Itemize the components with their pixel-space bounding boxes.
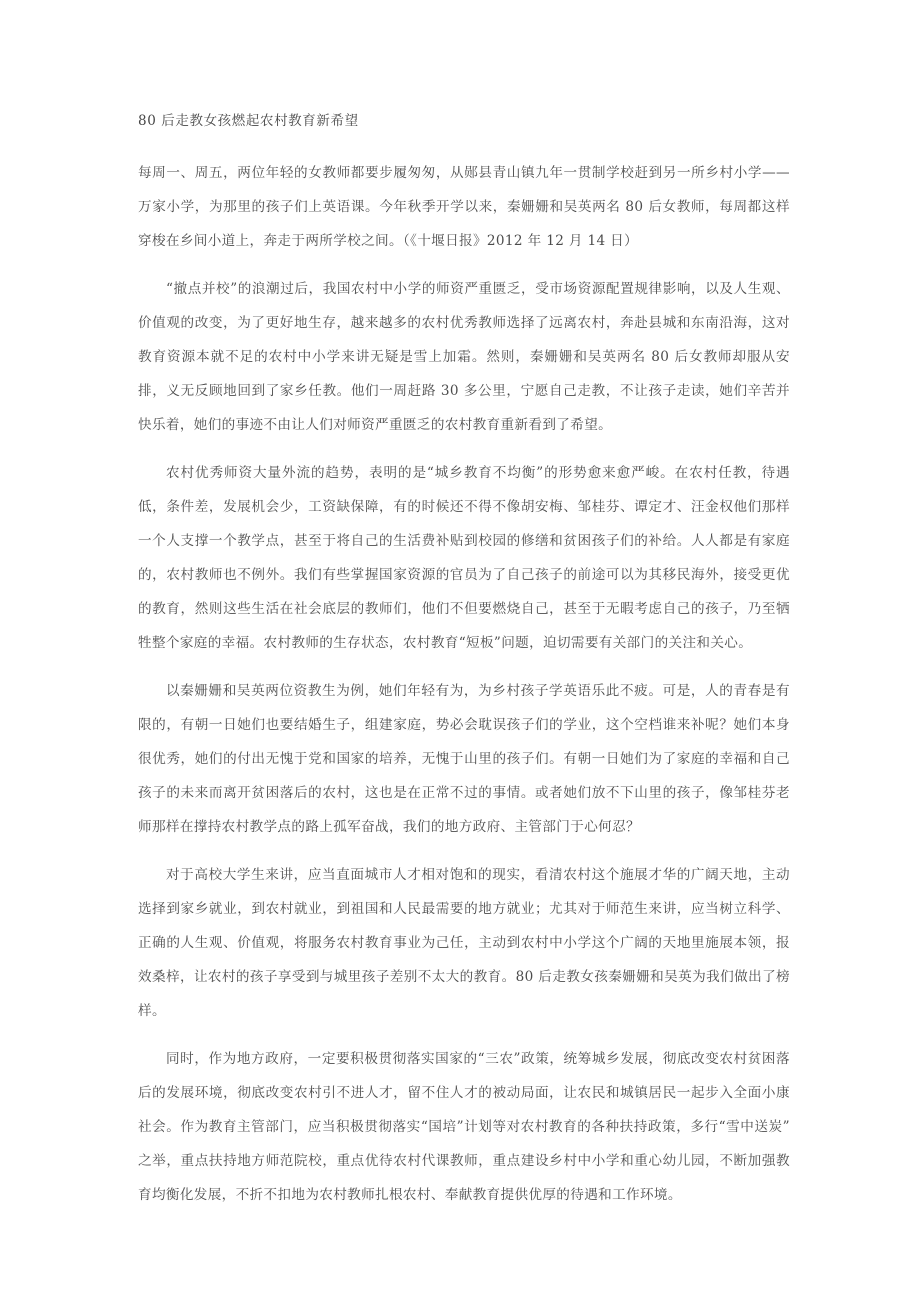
document-body xyxy=(138,106,790,1212)
body-paragraph-1: “撤点并校”的浪潮过后，我国农村中小学的师资严重匮乏，受市场资源配置规律影响，以及人生观、价值观的改变，为了更好地生存，越来越多的农村优秀教师选择了远离农村，奔赴县城和东南沿海，这对教育资源本就不足的农村中小学来讲无疑是雪上加霜。然则，秦姗姗和吴英两名 80 后女教师却服从安排，义无反顾地回到了家乡任教。他们一周赶路 30 多公里，宁愿自己走教，不让孩子走读，她们辛苦并快乐着，她们的事迹不由让人们对师资严重匮乏的农村教育重新看到了希望。 xyxy=(138,281,790,433)
body-paragraph-3: 以秦姗姗和吴英两位资教生为例，她们年轻有为，为乡村孩子学英语乐此不疲。可是，人的青春是有限的，有朝一日她们也要结婚生子，组建家庭，势必会耽误孩子们的学业，这个空档谁来补呢？她们本身很优秀，她们的付出无愧于党和国家的培养，无愧于山里的孩子们。有朝一日她们为了家庭的幸福和自己孩子的未来而离开贫困落后的农村，这也是在正常不过的事情。或者她们放不下山里的孩子，像邹桂芬老师那样在撑持农村教学点的路上孤军奋战，我们的地方政府、主管部门于心何忍？ xyxy=(138,683,790,835)
lead-paragraph: 每周一、周五，两位年轻的女教师都要步履匆匆，从郧县青山镇九年一贯制学校赶到另一所乡村小学——万家小学，为那里的孩子们上英语课。今年秋季开学以来，秦姗姗和吴英两名 80 后女教师，每周都这样穿梭在乡间小道上，奔走于两所学校之间。（《十堰日报》2012 年 12 月 14 日） xyxy=(138,165,790,249)
body-paragraph-4: 对于高校大学生来讲，应当直面城市人才相对饱和的现实，看清农村这个施展才华的广阔天地，主动选择到家乡就业，到农村就业，到祖国和人民最需要的地方就业；尤其对于师范生来讲，应当树立科学、正确的人生观、价值观，将服务农村教育事业为己任，主动到农村中小学这个广阔的天地里施展本领，报效桑梓，让农村的孩子享受到与城里孩子差别不太大的教育。80 后走教女孩秦姗姗和吴英为我们做出了榜样。 xyxy=(138,867,790,1019)
body-paragraph-2: 农村优秀师资大量外流的趋势，表明的是“城乡教育不均衡”的形势愈来愈严峻。在农村任教，待遇低，条件差，发展机会少，工资缺保障，有的时候还不得不像胡安梅、邹桂芬、谭定才、汪金权他们那样一个人支撑一个教学点，甚至于将自己的生活费补贴到校园的修缮和贫困孩子们的补给。人人都是有家庭的，农村教师也不例外。我们有些掌握国家资源的官员为了自己孩子的前途可以为其移民海外，接受更优的教育，然则这些生活在社会底层的教师们，他们不但要燃烧自己，甚至于无暇考虑自己的孩子，乃至牺牲整个家庭的幸福。农村教师的生存状态，农村教育“短板”问题，迫切需要有关部门的关注和关心。 xyxy=(138,465,790,651)
body-paragraph-5: 同时，作为地方政府，一定要积极贯彻落实国家的“三农”政策，统筹城乡发展，彻底改变农村贫困落后的发展环境，彻底改变农村引不进人才，留不住人才的被动局面，让农民和城镇居民一起步入全面小康社会。作为教育主管部门，应当积极贯彻落实“国培”计划等对农村教育的各种扶持政策，多行“雪中送炭”之举，重点扶持地方师范院校，重点优待农村代课教师，重点建设乡村中小学和重心幼儿园，不断加强教育均衡化发展，不折不扣地为农村教师扎根农村、奉献教育提供优厚的待遇和工作环境。 xyxy=(138,1051,790,1203)
page-title: 80 后走教女孩燃起农村教育新希望 xyxy=(138,113,359,129)
